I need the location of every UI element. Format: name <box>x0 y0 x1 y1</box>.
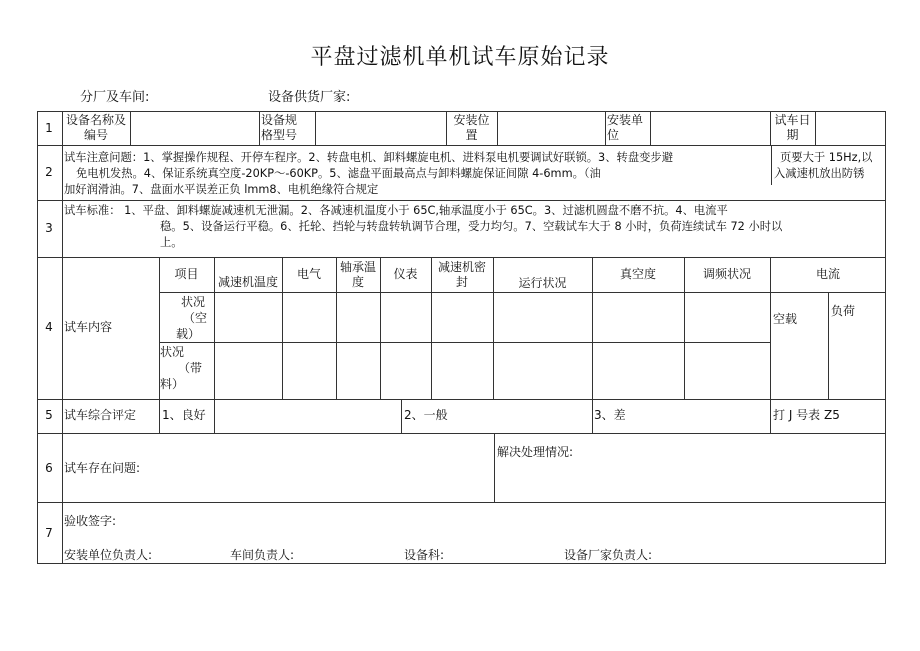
col-instrument: 仪表 <box>393 267 418 281</box>
col-electric: 电气 <box>296 267 321 281</box>
evaluation-mark-note: 打 J 号表 Z5 <box>773 408 840 422</box>
col-vacuum: 真空度 <box>619 267 656 281</box>
equipment-model-label: 设备规 格型号 <box>261 113 298 142</box>
plant-workshop-label: 分厂及车间: <box>80 90 150 105</box>
workshop-head-label: 车间负责人: <box>230 548 295 562</box>
equipment-dept-label: 设备科: <box>404 548 445 562</box>
row-noload-status: 状况 （空 载） <box>175 295 207 341</box>
col-freq-status: 调频状况 <box>702 267 751 281</box>
row-number-6: 6 <box>45 461 53 475</box>
test-precautions: 试车注意问题：1、掌握操作规程、开停车程序。2、转盘电机、卸料螺旋电机、进料泵电机要调试好联锁。3、转盘变步避 免电机发热。4、保证系统真空度-20KP～-60KP。5、滤盘平面最高点与卸料螺旋保证间隙 4-6mm。（油 加好润滑油。7、盘面水平误差正负 lmm8、电机绝缘符合规定 <box>64 151 674 196</box>
current-load: 负荷 <box>831 304 856 318</box>
row-number-7: 7 <box>45 526 53 540</box>
col-bearing-temp: 轴承温 度 <box>339 260 376 289</box>
test-problems-label: 试车存在问题: <box>64 461 141 475</box>
row-number-2: 2 <box>45 165 53 179</box>
test-content-label: 试车内容 <box>64 320 113 334</box>
row-load-status: 状况 （带 料） <box>160 345 203 391</box>
evaluation-poor[interactable]: 3、差 <box>594 408 626 422</box>
install-unit-head-label: 安装单位负责人: <box>64 548 153 562</box>
row-number-1: 1 <box>45 121 53 135</box>
manufacturer-head-label: 设备厂家负责人: <box>564 548 653 562</box>
row-number-3: 3 <box>45 221 53 235</box>
current-noload: 空载 <box>773 312 798 326</box>
page-title: 平盘过滤机单机试车原始记录 <box>310 45 610 70</box>
col-reducer-temp: 减速机温度 <box>217 275 278 289</box>
solution-label: 解决处理情况: <box>497 445 574 459</box>
test-date-label: 试车日 期 <box>774 113 811 142</box>
acceptance-signature-label: 验收签字: <box>64 514 117 528</box>
col-item: 项目 <box>174 267 199 281</box>
equipment-name-label: 设备名称及 编号 <box>65 113 126 142</box>
test-precautions-continued: 页要大于 15Hz,以 入减速机放出防锈 <box>774 151 873 180</box>
install-unit-label: 安装单 位 <box>607 113 644 142</box>
test-standards: 试车标准： 1、平盘、卸料螺旋减速机无泄漏。2、各减速机温度小于 65C,轴承温度小于 65C。3、过滤机圆盘不磨不抗。4、电流平 稳。5、设备运行平稳。6、托轮、挡轮与转盘转轨调节合理，受力均匀。7、空载试车大于 8 小时，负荷连续试车 72 小时以 上。 <box>64 204 783 249</box>
install-position-label: 安装位 置 <box>453 113 490 142</box>
overall-evaluation-label: 试车综合评定 <box>64 408 137 422</box>
col-current: 电流 <box>815 267 840 281</box>
row-number-5: 5 <box>45 408 53 422</box>
equipment-supplier-label: 设备供货厂家: <box>268 90 351 105</box>
evaluation-good[interactable]: 1、良好 <box>162 408 206 422</box>
evaluation-average[interactable]: 2、一般 <box>404 408 448 422</box>
col-running-status: 运行状况 <box>518 276 567 290</box>
col-reducer-seal: 减速机密 封 <box>437 260 486 289</box>
row-number-4: 4 <box>45 320 53 334</box>
